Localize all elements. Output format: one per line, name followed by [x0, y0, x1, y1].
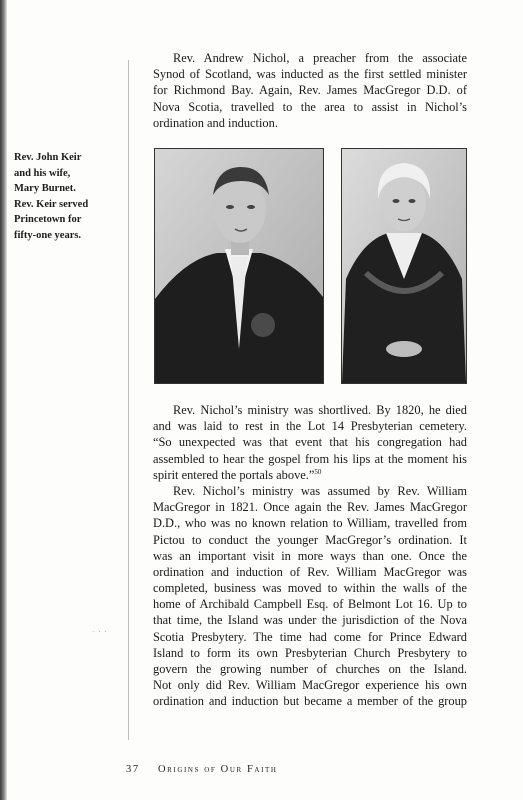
text-line: Rev. Andrew Nichol, a preacher from the associate: [173, 51, 467, 65]
portrait-rev-john-keir: [154, 148, 324, 384]
text-line: MacGregor in 1821. Once again the Rev. James MacGregor: [153, 500, 467, 515]
paragraph-2: [153, 402, 467, 710]
text-line: Scotia Presbytery. The time had come for Prince Edward: [153, 629, 467, 644]
text-line: govern the growing number of churches on the Island.: [153, 662, 467, 676]
text-line: D.D., who was no known relation to William, travelled from: [153, 516, 467, 531]
text-line: Pictou to conduct the younger MacGregor’s ordination. It: [153, 532, 467, 547]
text-line: Nova Scotia, travelled to the area to assist in Nichol’s: [153, 99, 467, 114]
text-line: [153, 467, 467, 483]
text-line: Not only did Rev. William MacGregor experience his own: [153, 678, 467, 693]
page-binding-edge: [0, 0, 7, 800]
caption-line: fifty-one years.: [14, 229, 82, 241]
text-line: for Richmond Bay. Again, Rev. James MacGregor D.D. of: [153, 83, 467, 98]
text-line: ordination and induction but became a member of the group: [153, 694, 467, 709]
text-line: assembled to hear the gospel from his lips at the moment his: [153, 451, 467, 466]
page-number: 37: [126, 764, 140, 775]
paragraph-1: [153, 50, 467, 131]
text-line: ordination and induction of Rev. William MacGregor was: [153, 564, 467, 579]
margin-rule: [128, 60, 129, 740]
text-line: Rev. Nichol’s ministry was shortlived. By 1820, he died: [173, 403, 467, 417]
text-line: completed, business was moved to within the walls of the: [153, 581, 467, 596]
text-line: Rev. Nichol’s ministry was assumed by Rev. William: [173, 483, 467, 498]
text-line: and was laid to rest in the Lot 14 Presbyterian cemetery.: [153, 419, 467, 434]
caption-line: Princetown for: [14, 214, 82, 225]
text-line: Synod of Scotland, was inducted as the first settled minister: [153, 67, 467, 82]
text-line: home of Archibald Campbell Esq. of Belmont Lot 16. Up to: [153, 597, 467, 612]
quote-end: spirit entered the portals above.”: [153, 467, 315, 482]
text-line: “So unexpected was that event that his congregation had: [153, 435, 467, 450]
photo-caption: [14, 150, 122, 243]
caption-line: Mary Burnet.: [14, 183, 76, 194]
caption-line: Rev. Keir served: [14, 198, 89, 210]
text-line: that time, the Island was under the jurisdiction of the Nova: [153, 613, 467, 628]
portrait-mary-burnet: [341, 148, 467, 384]
footnote-marker: 50: [314, 467, 322, 476]
page-footer: [126, 764, 278, 775]
caption-line: and his wife,: [14, 167, 71, 179]
running-title: Origins of Our Faith: [157, 764, 278, 775]
margin-mark: · · ·: [92, 628, 108, 636]
text-line: was an important visit in more ways than one. Once the: [153, 548, 467, 563]
text-line: ordination and induction.: [153, 115, 278, 130]
text-line: Island to form its own Presbyterian Church Presbytery to: [153, 645, 467, 660]
caption-line: Rev. John Keir: [14, 152, 82, 163]
